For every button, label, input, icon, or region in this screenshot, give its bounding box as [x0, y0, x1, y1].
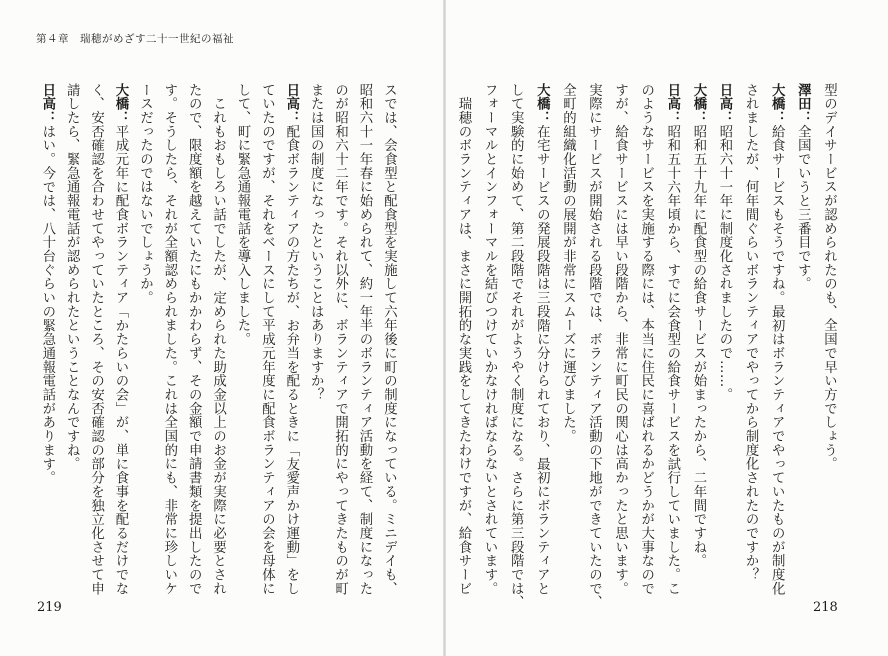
running-head: 第４章 瑞穂がめざす二十一世紀の福祉 — [36, 33, 234, 45]
column-text: ースだったのではないでしょうか。 — [137, 83, 153, 305]
column-text: 平成元年に配食ボランティア「かたらいの会」が、単に食事を配るだけでな — [113, 124, 128, 596]
column-text: す。そうしたら、それが全額認められました。これは全国的にも、非常に珍しいケ — [161, 83, 177, 596]
column-text: はい。今では、八十台ぐらいの緊急通報電話があります。 — [39, 124, 55, 485]
speaker-label: 日高： — [39, 83, 55, 125]
column-text: く、安否確認を合わせてやっていたところ、その安否確認の部分を独立化させて申 — [88, 83, 104, 596]
column-text: すが、給食サービスには早い段階から、非常に町民の関心は高かったと思います。 — [612, 83, 628, 596]
column-text: 給食サービスもそうですね。最初はボランティアでやっていたものが制度化 — [769, 124, 785, 596]
column-text: 昭和五十六年頃から、すでに会食型の給食サービスを試行していました。こ — [664, 124, 680, 596]
column-text: のようなサービスを実施する際には、本当に住民に喜ばれるかどうかが大事なので — [638, 83, 654, 596]
column-text: または国の制度になったということはありますか？ — [308, 83, 324, 402]
text-column — [236, 83, 249, 573]
text-column — [161, 83, 177, 596]
text-column — [769, 83, 785, 596]
column-text: ていたのですが、それをベースにして平成元年度に配食ボランティアの会を母体に — [259, 83, 275, 596]
column-text: 全国でいうと三番目です。 — [795, 124, 811, 291]
column-text: 昭和六十一年春に始められて、約一年半のボランティア活動を経て、制度になった — [357, 83, 372, 596]
text-column — [664, 83, 680, 596]
text-column — [586, 83, 602, 610]
text-column — [138, 83, 151, 573]
page-number-right: 218 — [813, 600, 838, 615]
text-column — [638, 83, 654, 596]
speaker-label: 大橋： — [769, 83, 785, 125]
text-column — [743, 83, 759, 582]
text-column — [718, 83, 731, 573]
text-column — [309, 83, 322, 573]
text-column — [186, 83, 202, 596]
text-column — [381, 83, 397, 596]
column-text: 配食ボランティアの方たちが、お弁当を配るときに「友愛声かけ運動」をし — [283, 124, 299, 596]
text-column — [283, 83, 299, 596]
speaker-label: 日高： — [283, 83, 299, 125]
text-column — [561, 83, 574, 573]
speaker-label: 日高： — [717, 83, 732, 125]
speaker-label: 日高： — [664, 83, 680, 125]
text-column — [692, 83, 705, 573]
text-column — [612, 83, 628, 596]
text-column — [357, 83, 372, 596]
column-text: 全町的組織化活動の展開が非常にスムーズに運びました。 — [560, 83, 576, 444]
text-column — [332, 83, 348, 596]
page-number-left: 219 — [37, 600, 62, 615]
text-column — [210, 83, 226, 596]
text-column — [40, 83, 53, 573]
column-text: 実際にサービスが開始される段階では、ボランティア活動の下地ができていたので、 — [586, 83, 602, 610]
text-column — [508, 83, 524, 610]
text-column — [88, 83, 104, 596]
text-column — [822, 83, 835, 573]
speaker-label: 大橋： — [690, 83, 706, 125]
text-column — [456, 83, 471, 596]
text-column — [534, 83, 550, 596]
text-column — [113, 83, 128, 596]
column-text: 請したら、緊急通報電話が認められたということなんですね。 — [64, 83, 80, 471]
column-text: 昭和五十九年に配食型の給食サービスが始まったから、二年間ですね。 — [690, 124, 706, 568]
column-text: たので、限度額を越えていたにもかかわらず、その金額で申請書類を提出したので — [186, 83, 202, 596]
column-text: のが昭和六十二年です。それ以外に、ボランティアで開拓的にやってきたものが町 — [332, 83, 348, 596]
speaker-label: 大橋： — [534, 83, 550, 125]
column-text: フォーマルとインフォーマルを結びつけていかなければならないとされています。 — [482, 83, 498, 596]
speaker-label: 大橋： — [113, 83, 128, 125]
column-text: 昭和六十一年に制度化されましたので……。 — [717, 124, 732, 402]
column-text: して実験的に始めて、第二段階でそれがようやく制度になる。さらに第三段階では、 — [508, 83, 524, 610]
column-text: 瑞穂のボランティアは、まさに開拓的な実践をしてきたわけですが、給食サービ — [456, 83, 471, 596]
column-text: されましたが、何年間ぐらいボランティアでやってから制度化されたのですか？ — [743, 83, 759, 582]
text-column — [259, 83, 275, 596]
speaker-label: 澤田： — [795, 83, 811, 125]
column-text: 型のデイサービスが認められたのも、全国で早い方でしょう。 — [821, 83, 837, 471]
column-text: これもおもしろい話でしたが、定められた助成金以上のお金が実際に必要とされ — [210, 83, 226, 596]
page-gutter — [443, 0, 446, 656]
text-column — [796, 83, 809, 573]
text-column — [65, 83, 78, 573]
column-text: して、町に緊急通報電話を導入しました。 — [235, 83, 250, 347]
column-text: 在宅サービスの発展段階は三段階に分けられており、最初にボランティアと — [534, 124, 550, 596]
column-text: スでは、会食型と配食型を実施して六年後に町の制度になっている。ミニデイも、 — [381, 83, 397, 596]
text-column — [482, 83, 498, 596]
